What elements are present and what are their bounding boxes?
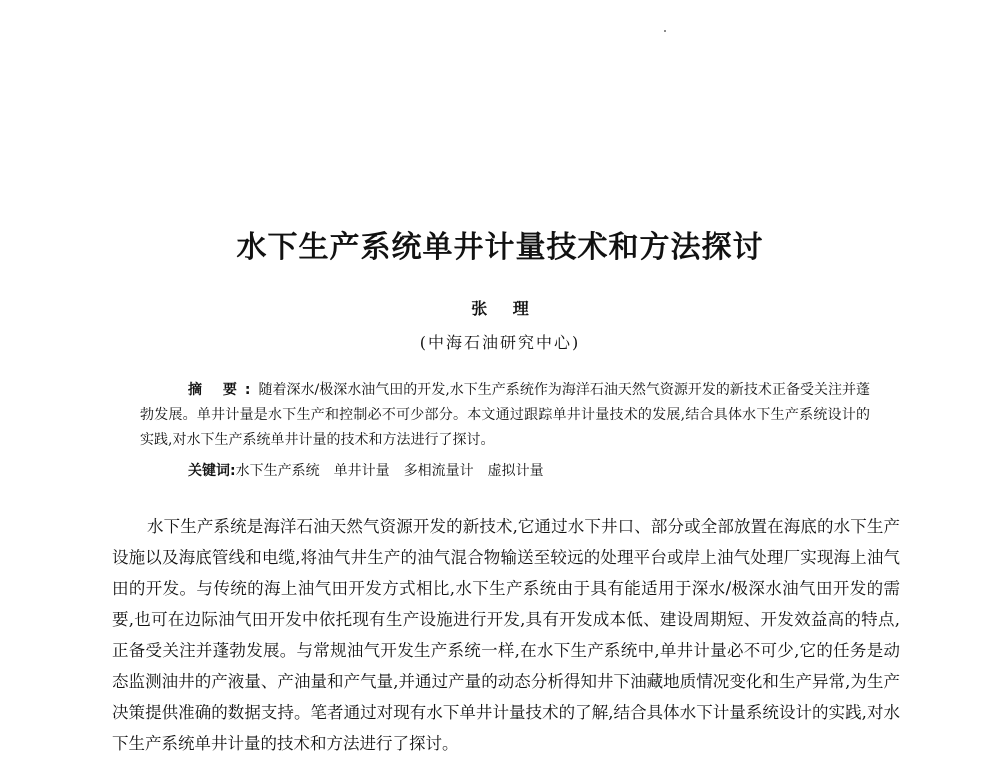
author-affiliation: (中海石油研究中心)	[419, 333, 581, 352]
body-paragraph: 水下生产系统是海洋石油天然气资源开发的新技术,它通过水下井口、部分或全部放置在海底的水下生产设施以及海底管线和电缆,将油气井生产的油气混合物输送至较远的处理平台或岸上油气处理厂实现海上油气田的开发。与传统的海上油气田开发方式相比,水下生产系统由于具有能适用于深水/极深水油气田开发的需要,也可在边际油气田开发中依托现有生产设施进行开发,具有开发成本低、建设周期短、开发效益高的特点,正备受关注并蓬勃发展。与常规油气开发生产系统一样,在水下生产系统中,单井计量必不可少,它的任务是动态监测油井的产液量、产油量和产气量,并通过产量的动态分析得知井下油藏地质情况变化和生产异常,为生产决策提供准确的数据支持。笔者通过对现有水下单井计量技术的了解,结合具体水下计量系统设计的实践,对水下生产系统单井计量的技术和方法进行了探讨。	[112, 517, 900, 753]
paper-title: 水下生产系统单井计量技术和方法探讨	[236, 230, 764, 265]
abstract-text: 随着深水/极深水油气田的开发,水下生产系统作为海洋石油天然气资源开发的新技术正备受关注并蓬勃发展。单井计量是水下生产和控制必不可少部分。本文通过跟踪单井计量技术的发展,结合具体水下生产系统设计的实践,对水下生产系统单井计量的技术和方法进行了探讨。	[140, 382, 870, 448]
abstract-label: 摘 要:	[188, 382, 259, 398]
scan-speck	[664, 30, 666, 32]
author-name: 张 理	[471, 299, 539, 318]
keyword: 水下生产系统	[235, 463, 320, 479]
abstract	[140, 378, 870, 453]
keywords-line	[188, 459, 888, 484]
keyword: 多相流量计	[403, 463, 474, 479]
keyword: 虚拟计量	[487, 463, 544, 479]
keywords-label: 关键词:	[188, 463, 236, 479]
keyword: 单井计量	[333, 463, 390, 479]
